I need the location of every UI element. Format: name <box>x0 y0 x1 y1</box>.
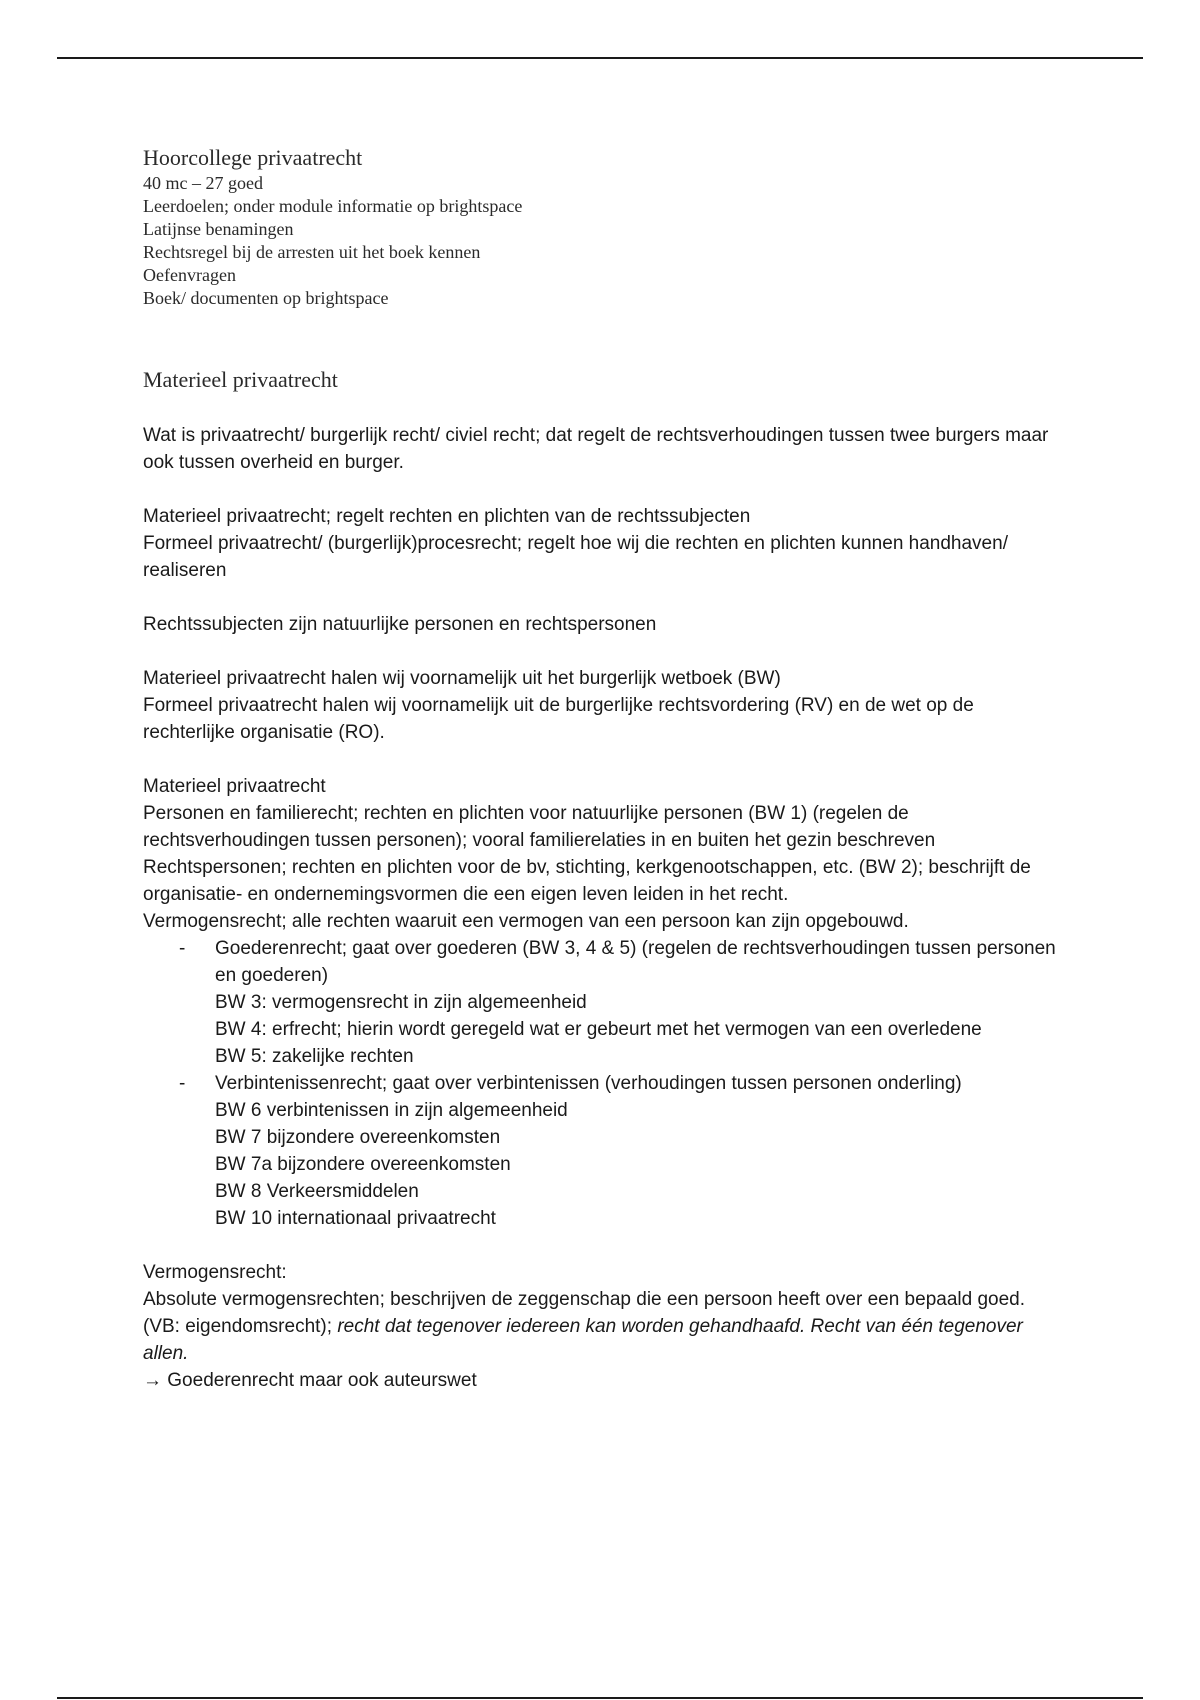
body-text <box>143 422 1063 1394</box>
list-subitem: BW 5: zakelijke rechten <box>215 1046 414 1067</box>
list-item-goederenrecht <box>143 935 1063 1070</box>
bottom-rule <box>57 1697 1143 1699</box>
intro-line-1: 40 mc – 27 goed <box>143 173 263 193</box>
subheading-materieel: Materieel privaatrecht <box>143 776 326 797</box>
paragraph-materieel: Materieel privaatrecht; regelt rechten en plichten van de rechtssubjecten <box>143 506 751 527</box>
list-subitem: BW 4: erfrecht; hierin wordt geregeld wat er gebeurt met het vermogen van een overledene <box>215 1019 982 1040</box>
list-subitem: BW 10 internationaal privaatrecht <box>215 1208 496 1229</box>
paragraph-personen: Personen en familierecht; rechten en plichten voor natuurlijke personen (BW 1) (regelen de rechtsverhoudingen tussen personen); vooral familierelaties in en buiten het gezin beschreven <box>143 803 936 851</box>
subheading-vermogensrecht: Vermogensrecht: <box>143 1262 287 1283</box>
paragraph-definition: Wat is privaatrecht/ burgerlijk recht/ civiel recht; dat regelt de rechtsverhoudingen tussen twee burgers maar ook tussen overheid en burger. <box>143 425 1049 473</box>
list-item-main: Verbintenissenrecht; gaat over verbintenissen (verhoudingen tussen personen onderling) <box>215 1073 962 1094</box>
bw-list <box>143 935 1063 1232</box>
dash-bullet: - <box>179 938 186 959</box>
list-subitem: BW 7 bijzondere overeenkomsten <box>215 1127 501 1148</box>
top-rule <box>57 57 1143 59</box>
absolute-rechten-italic: recht dat tegenover iedereen kan worden gehandhaafd. Recht van één tegenover allen <box>143 1316 1023 1364</box>
paragraph-bw: Materieel privaatrecht halen wij voornamelijk uit het burgerlijk wetboek (BW) <box>143 668 781 689</box>
intro-line-4: Rechtsregel bij de arresten uit het boek kennen <box>143 242 481 262</box>
paragraph-formeel: Formeel privaatrecht/ (burgerlijk)procesrecht; regelt hoe wij die rechten en plichten kunnen handhaven/ realiseren <box>143 533 1008 581</box>
absolute-rechten-text: Absolute vermogensrechten; beschrijven de zeggenschap die een persoon heeft over een bepaald goed. (VB: eigendomsrecht); <box>143 1289 1026 1337</box>
list-item-verbintenissenrecht <box>143 1070 1063 1232</box>
intro-line-2: Leerdoelen; onder module informatie op brightspace <box>143 196 523 216</box>
list-subitem: BW 8 Verkeersmiddelen <box>215 1181 419 1202</box>
paragraph-rechtspersonen: Rechtspersonen; rechten en plichten voor de bv, stichting, kerkgenootschappen, etc. (BW 2); beschrijft de organisatie- en ondernemingsvormen die een eigen leven leiden in het recht. <box>143 857 1031 905</box>
list-subitem: BW 7a bijzondere overeenkomsten <box>215 1154 511 1175</box>
section-title: Materieel privaatrecht <box>143 367 338 392</box>
paragraph-rv-ro: Formeel privaatrecht halen wij voornamelijk uit de burgerlijke rechtsvordering (RV) en de wet op de rechterlijke organisatie (RO). <box>143 695 974 743</box>
absolute-rechten-end: . <box>183 1343 189 1364</box>
arrow-line: → Goederenrecht maar ook auteurswet <box>143 1370 477 1391</box>
list-item-main: Goederenrecht; gaat over goederen (BW 3, 4 & 5) (regelen de rechtsverhoudingen tussen personen en goederen) <box>215 938 1056 986</box>
paragraph-vermogensrecht: Vermogensrecht; alle rechten waaruit een vermogen van een persoon kan zijn opgebouwd. <box>143 911 909 932</box>
list-subitem: BW 3: vermogensrecht in zijn algemeenheid <box>215 992 587 1013</box>
document-content <box>143 144 1063 1391</box>
page-title: Hoorcollege privaatrecht <box>143 145 363 170</box>
intro-line-6: Boek/ documenten op brightspace <box>143 288 389 308</box>
intro-line-5: Oefenvragen <box>143 265 236 285</box>
intro-line-3: Latijnse benamingen <box>143 219 294 239</box>
paragraph-rechtssubjecten: Rechtssubjecten zijn natuurlijke personen en rechtspersonen <box>143 614 657 635</box>
dash-bullet: - <box>179 1073 186 1094</box>
list-subitem: BW 6 verbintenissen in zijn algemeenheid <box>215 1100 568 1121</box>
paragraph-absolute-rechten <box>143 1286 1063 1367</box>
intro-block <box>143 144 1063 310</box>
